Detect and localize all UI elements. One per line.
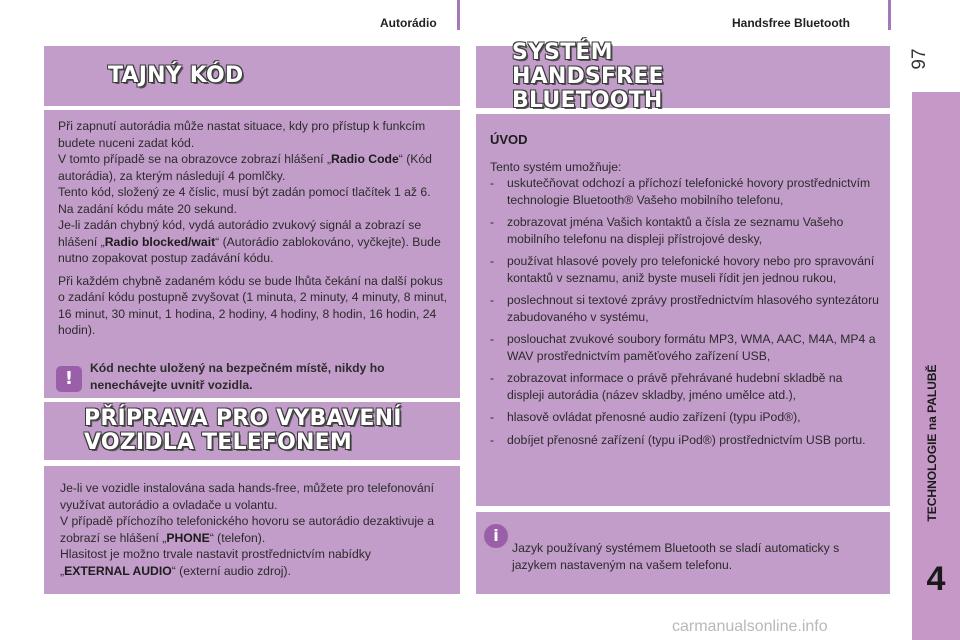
text-phone-message: PHONE — [166, 530, 210, 545]
list-item: - uskutečňovat odchozí a příchozí telefonické hovory prostřednictvím technologie Bluetooth® Vašeho mobilního telefonu, — [490, 175, 880, 208]
text-incoming-call: V případě příchozího telefonického hovoru se autorádio dezaktivuje a zobrazí se hlášení „ — [60, 514, 434, 545]
list-item: - zobrazovat informace o právě přehrávané hudební skladbě na displeji autorádia (název skladby, jméno umělce atd.), — [490, 370, 880, 403]
list-item: - poslouchat zvukové soubory formátu MP3, WMA, AAC, M4A, MP4 a WAV prostřednictvím paměťového zařízení USB, — [490, 331, 880, 364]
phone-prep-body — [60, 480, 440, 579]
chapter-label: TECHNOLOGIE na PALUBĚ — [925, 364, 939, 522]
list-item: - zobrazovat jména Vašich kontaktů a čísla ze seznamu Vašeho mobilního telefonu na displeji přístrojové desky, — [490, 214, 880, 247]
phone-prep-content-box — [44, 466, 460, 594]
text-wrong-code: Je-li zadán chybný kód, vydá autorádio zvukový signál a zobrazí se hlášení „ — [58, 218, 422, 249]
watermark: carmanualsonline.info — [672, 618, 828, 635]
text-display-message: V tomto případě se na obrazovce zobrazí hlášení „ — [58, 152, 332, 166]
warning-icon: ! — [56, 366, 82, 392]
bluetooth-title: SYSTÉM HANDSFREE BLUETOOTH — [512, 40, 664, 113]
intro-text: Tento systém umožňuje: — [490, 159, 622, 174]
bluetooth-title-box — [476, 40, 890, 113]
chapter-number: 4 — [926, 560, 946, 598]
header-divider-right — [888, 0, 891, 30]
intro-heading: ÚVOD — [490, 132, 528, 147]
secret-code-title-box — [44, 46, 460, 106]
page-number: 97 — [909, 48, 930, 70]
bluetooth-info-box — [476, 512, 890, 594]
text-phone-translation: “ (telefon). — [209, 530, 266, 545]
secret-code-body — [58, 118, 450, 339]
text-radio-code: Radio Code — [331, 152, 399, 166]
feature-list — [490, 175, 880, 448]
phone-prep-title: PŘÍPRAVA PRO VYBAVENÍ VOZIDLA TELEFONEM — [84, 406, 402, 455]
text-radio-blocked: Radio blocked/wait — [104, 234, 216, 249]
phone-prep-paragraph — [60, 480, 440, 579]
list-item: - poslechnout si textové zprávy prostřednictvím hlasového syntezátoru zabudovaného v systému, — [490, 292, 880, 325]
text-external-audio: EXTERNAL AUDIO — [64, 563, 172, 578]
text-repeat-procedure: “ (Autorádio zablokováno, vyčkejte). Bude nutno zopakovat postup zadávání kódu. — [58, 234, 441, 265]
list-item: - používat hlasové povely pro telefonické hovory nebo pro spravování kontaktů v seznamu, aniž byste museli řídit jen jednou rukou, — [490, 253, 880, 286]
phone-prep-title-box — [44, 402, 460, 460]
text-volume-setting: Hlasitost je možno trvale nastavit prostřednictvím nabídky „ — [60, 547, 371, 578]
text-code-digits: Tento kód, složený ze 4 číslic, musí být zadán pomocí tlačítek 1 až 6. — [58, 185, 431, 199]
header-section-bluetooth: Handsfree Bluetooth — [732, 16, 851, 30]
text-access-code: Při zapnutí autorádia může nastat situace, kdy pro přístup k funkcím budete nuceni zadat kód. — [58, 119, 426, 150]
text-time-limit: Na zadání kódu máte 20 sekund. — [58, 201, 237, 216]
bluetooth-content-box — [476, 114, 890, 506]
secret-code-title: TAJNÝ KÓD — [108, 63, 244, 88]
text-dashes: “ (Kód autorádia), za kterým následují 4 pomlčky. — [58, 152, 432, 183]
secret-code-paragraph-1 — [58, 118, 450, 267]
list-item: - dobíjet přenosné zařízení (typu iPod®) prostřednictvím USB portu. — [490, 432, 880, 449]
header-section-autoradio: Autorádio — [380, 16, 437, 30]
secret-code-warning: Kód nechte uložený na bezpečném místě, nikdy ho nenechávejte uvnitř vozidla. — [90, 361, 385, 392]
header-divider-left — [457, 0, 460, 30]
info-icon: i — [484, 524, 508, 548]
text-external-audio-translation: “ (externí audio zdroj). — [171, 563, 291, 578]
list-item: - hlasově ovládat přenosné audio zařízení (typu iPod®), — [490, 409, 880, 426]
bluetooth-info-text: Jazyk používaný systémem Bluetooth se sladí automaticky s jazykem nastaveným na vašem telefonu. — [512, 541, 840, 572]
bluetooth-body — [490, 132, 880, 454]
secret-code-content-box — [44, 110, 460, 398]
text-handsfree-kit: Je-li ve vozidle instalována sada hands-free, můžete pro telefonování využívat autorádio a ovladače u volantu. — [60, 481, 434, 512]
secret-code-paragraph-2: Při každém chybně zadaném kódu se bude lhůta čekání na další pokus o zadání kódu postupně zvyšovat (1 minuta, 2 minuty, 4 minuty, 8 minut, 16 minut, 30 minut, 1 hodina, 2 hodiny, 4 hodiny, 8 hodin, 16 hodin, 24 hodin). — [58, 273, 448, 337]
